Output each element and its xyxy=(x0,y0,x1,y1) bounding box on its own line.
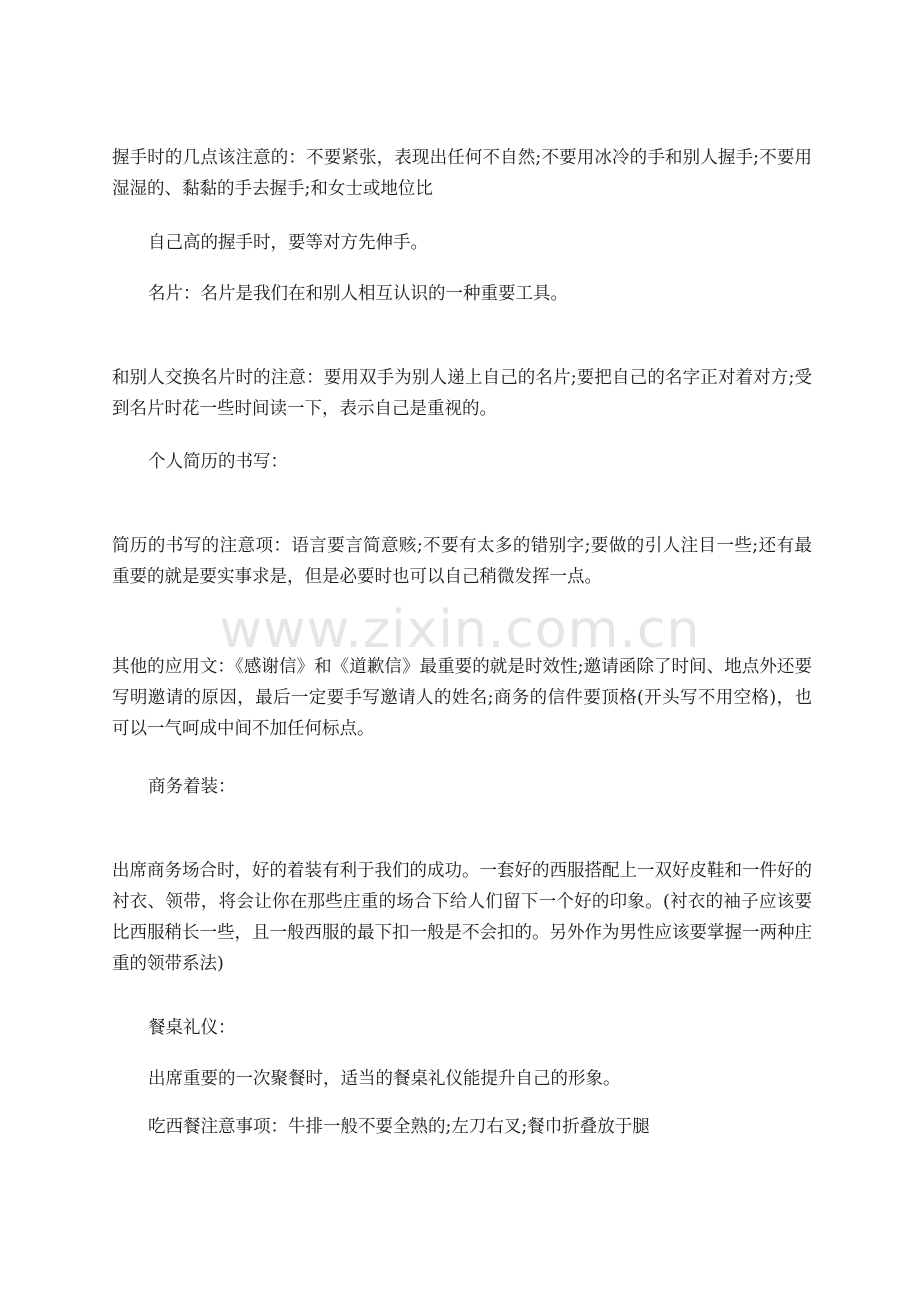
paragraph-dinner-etiquette: 出席重要的一次聚餐时，适当的餐桌礼仪能提升自己的形象。 xyxy=(148,1069,621,1089)
paragraph-business-card: 名片：名片是我们在和别人相互认识的一种重要工具。 xyxy=(148,284,568,304)
paragraph-attire-notes: 出席商务场合时，好的着装有利于我们的成功。一套好的西服搭配上一双好皮鞋和一件好的衬衣、领带，将会让你在那些庄重的场合下给人们留下一个好的印象。(衬衣的袖子应该要比西服稍长一些，且一般西服的最下扣一般是不会扣的。另外作为男性应该要掌握一两种庄重的领带系法) xyxy=(112,861,812,974)
paragraph-western-dining: 吃西餐注意事项：牛排一般不要全熟的;左刀右叉;餐巾折叠放于腿 xyxy=(148,1117,650,1137)
paragraph-handshake-continued: 自己高的握手时，要等对方先伸手。 xyxy=(148,233,428,253)
paragraph-handshake-tips: 握手时的几点该注意的：不要紧张，表现出任何不自然;不要用冰冷的手和别人握手;不要用湿湿的、黏黏的手去握手;和女士或地位比 xyxy=(112,148,812,199)
heading-resume-writing: 个人简历的书写： xyxy=(148,452,288,472)
watermark-text: www.zixin.com.cn xyxy=(219,600,701,660)
paragraph-other-writing: 其他的应用文：《感谢信》和《道歉信》最重要的就是时效性;邀请函除了时间、地点外还要写明邀请的原因，最后一定要手写邀请人的姓名;商务的信件要顶格(开头写不用空格)，也可以一气呵成中间不加任何标点。 xyxy=(112,657,812,739)
paragraph-card-exchange: 和别人交换名片时的注意：要用双手为别人递上自己的名片;要把自己的名字正对着对方;受到名片时花一些时间读一下，表示自己是重视的。 xyxy=(112,368,812,419)
heading-business-attire: 商务着装： xyxy=(148,777,236,797)
heading-table-manners: 餐桌礼仪： xyxy=(148,1018,236,1038)
paragraph-resume-notes: 简历的书写的注意项：语言要言简意赅;不要有太多的错别字;要做的引人注目一些;还有最重要的就是要实事求是，但是必要时也可以自己稍微发挥一点。 xyxy=(112,536,812,587)
